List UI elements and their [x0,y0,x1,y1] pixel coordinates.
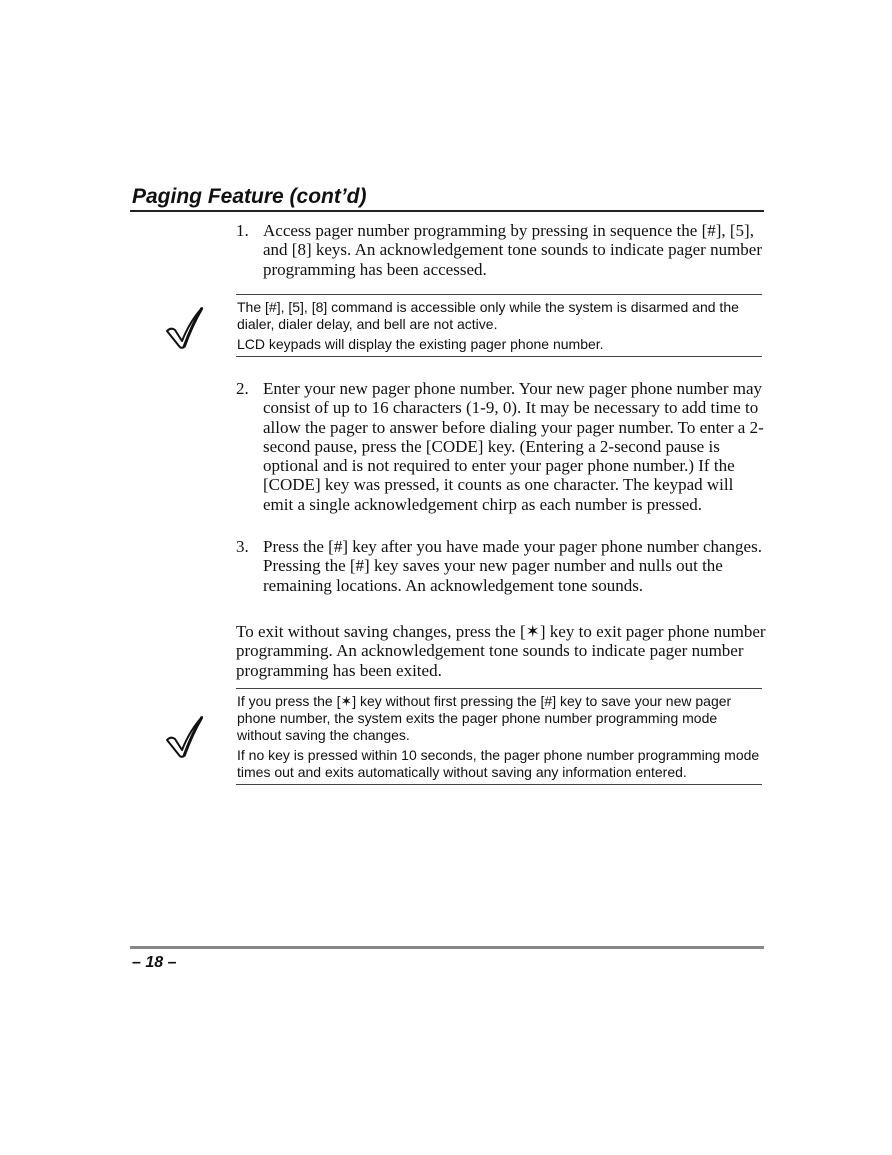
list-item-step-3 [236,537,766,595]
note-text: If you press the [✶] key without first pressing the [#] key to save your new pager phone number, the system exits the pager phone number programming mode without saving the changes. [237,693,732,743]
step-number: 2. [236,379,249,398]
section-title: Paging Feature (cont’d) [132,185,367,208]
checkmark-icon [164,305,204,351]
step-text: Press the [#] key after you have made your pager phone number changes. Pressing the [#] key saves your new pager number and nulls out the remaining locations. An acknowledgement tone sounds. [263,537,762,595]
step-number: 1. [236,221,249,240]
step-text: Access pager number programming by pressing in sequence the [#], [5], and [8] keys. An acknowledgement tone sounds to indicate pager number programming has been accessed. [263,221,763,279]
note-text: The [#], [5], [8] command is accessible only while the system is disarmed and the dialer, dialer delay, and bell are not active. [237,299,739,332]
note-text: If no key is pressed within 10 seconds, the pager phone number programming mode times out and exits automatically without saving any information entered. [237,747,760,780]
exit-instructions: To exit without saving changes, press the [✶] key to exit pager phone number programming. An acknowledgement tone sounds to indicate pager number programming has been exited. [236,622,766,680]
note-text: LCD keypads will display the existing pager phone number. [237,336,604,352]
note-box-2 [236,688,762,785]
note-box-1 [236,294,762,357]
page-number: – 18 – [132,954,177,971]
step-text: Enter your new pager phone number. Your new pager phone number may consist of up to 16 characters (1-9, 0). It may be necessary to add time to allow the pager to answer before dialing your pager number. To enter a 2-second pause, press the [CODE] key. (Entering a 2-second pause is optional and is not required to enter your pager phone number.) If the [CODE] key was pressed, it counts as one character. The keypad will emit a single acknowledgement chirp as each number is pressed. [263,379,764,514]
title-divider [130,210,764,212]
checkmark-icon [164,714,204,760]
step-number: 3. [236,537,249,556]
footer-divider [130,946,764,949]
list-item-step-1 [236,221,766,279]
list-item-step-2 [236,379,766,514]
